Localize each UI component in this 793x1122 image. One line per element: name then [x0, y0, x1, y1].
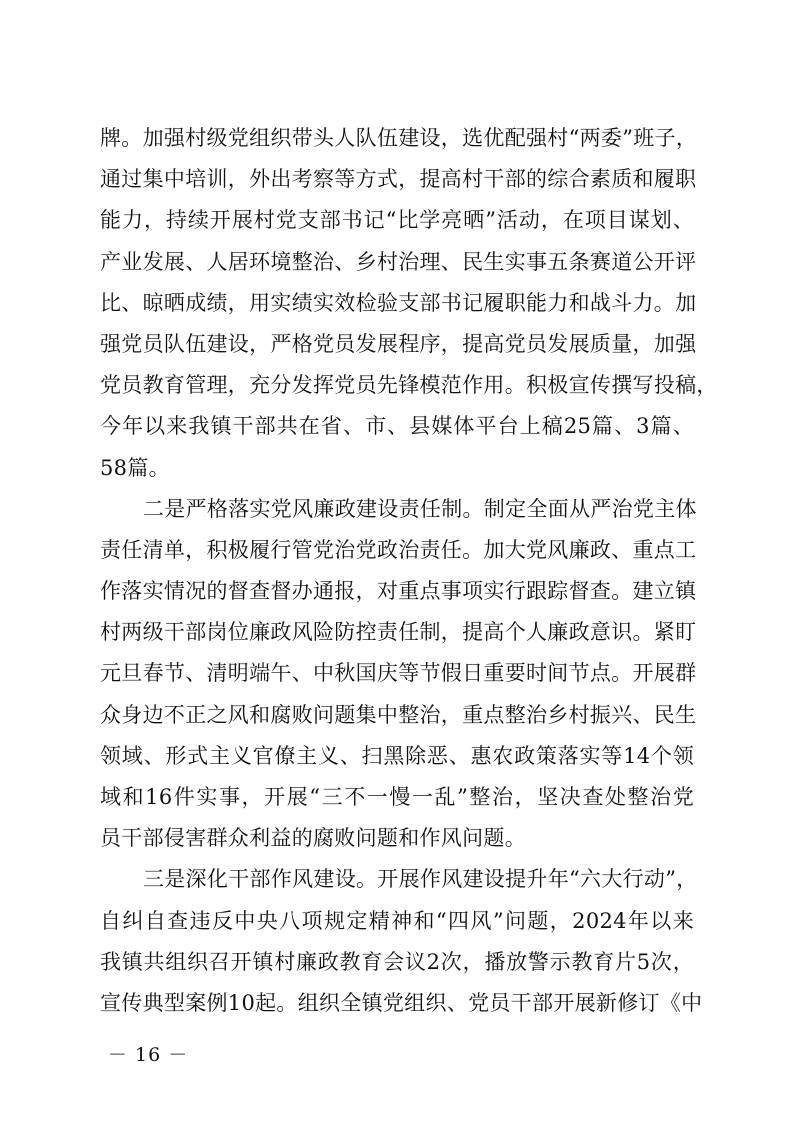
paragraph-start-line: 二是严格落实党风廉政建设责任制。制定全面从严治党主体 [143, 496, 697, 521]
text-line: 元旦春节、清明端午、中秋国庆等节假日重要时间节点。开展群 [100, 661, 697, 686]
text-line: 作落实情况的督查督办通报，对重点事项实行跟踪督查。建立镇 [100, 579, 697, 604]
text-line: 责任清单，积极履行管党治党政治责任。加大党风廉政、重点工 [100, 537, 697, 562]
text-line: 牌。加强村级党组织带头人队伍建设，选优配强村“两委”班子， [100, 126, 698, 150]
text-line: 58篇。 [100, 455, 170, 480]
text-line: 村两级干部岗位廉政风险防控责任制，提高个人廉政意识。紧盯 [100, 620, 697, 645]
text-line: 产业发展、人居环境整治、乡村治理、民生实事五条赛道公开评 [100, 249, 697, 274]
text-line: 党员教育管理，充分发挥党员先锋模范作用。积极宣传撰写投稿， [100, 373, 718, 398]
body-text [100, 118, 718, 1024]
text-line: 自纠自查违反中央八项规定精神和“四风”问题，2024年以来 [100, 908, 694, 933]
text-line: 领域、形式主义官僚主义、扫黑除恶、惠农政策落实等14个领 [100, 743, 694, 768]
text-line: 我镇共组织召开镇村廉政教育会议2次，播放警示教育片5次， [100, 949, 694, 974]
text-line: 通过集中培训，外出考察等方式，提高村干部的综合素质和履职 [100, 167, 697, 192]
text-line: 今年以来我镇干部共在省、市、县媒体平台上稿25篇、3篇、 [100, 414, 694, 439]
page-number: － 16 － [108, 1044, 189, 1066]
text-line: 宣传典型案例10起。组织全镇党组织、党员干部开展新修订《中 [100, 990, 703, 1015]
text-line: 域和16件实事，开展“三不一慢一乱”整治，坚决查处整治党 [100, 785, 694, 809]
paragraph-start-line: 三是深化干部作风建设。开展作风建设提升年“六大行动”， [143, 867, 698, 892]
text-line: 众身边不正之风和腐败问题集中整治，重点整治乡村振兴、民生 [100, 702, 697, 727]
text-line: 能力，持续开展村党支部书记“比学亮晒”活动，在项目谋划、 [100, 208, 694, 233]
text-line: 强党员队伍建设，严格党员发展程序，提高党员发展质量，加强 [100, 331, 697, 356]
text-line: 比、晾晒成绩，用实绩实效检验支部书记履职能力和战斗力。加 [100, 290, 697, 315]
text-line: 员干部侵害群众利益的腐败问题和作风问题。 [100, 826, 526, 851]
